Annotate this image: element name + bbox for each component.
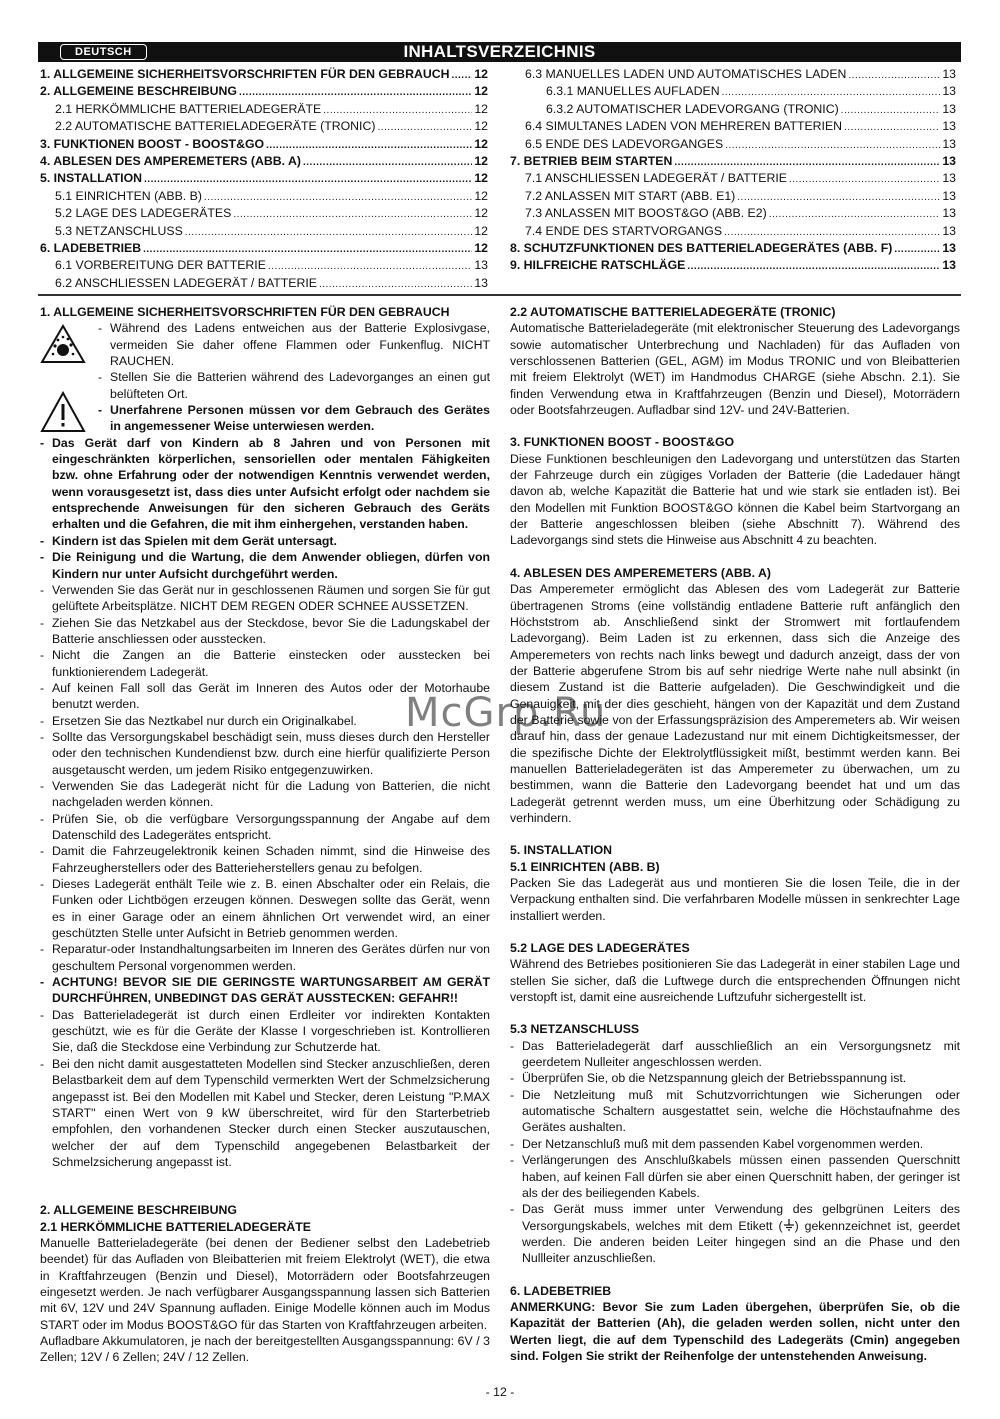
toc-dot-leader [724,223,940,241]
toc-dot-leader [143,240,472,258]
toc-entry-title: 7.3 ANLASSEN MIT BOOST&GO (ABB. E2) [525,206,767,221]
right-column [510,304,960,1364]
toc-dot-leader [844,118,940,136]
toc-entry [40,153,488,170]
toc-entry [510,223,956,240]
list-item: - Prüfen Sie, ob die verfügbare Versorgungsspannung der Angabe auf dem Datenschild des Ladegerätes entspricht. [40,811,490,844]
toc-entry-title: 5.3 NETZANSCHLUSS [55,223,183,238]
toc-entry-page: 13 [942,153,956,168]
page-title: INHALTSVERZEICHNIS [403,42,596,61]
toc-entry-page: 12 [474,223,488,238]
toc-dot-leader [894,240,940,258]
list-item: - Ziehen Sie das Netzkabel aus der Steckdose, bevor Sie die Ladungskabel der Batterie anschliessen oder ausstecken. [40,615,490,648]
toc-entry-page: 12 [474,84,488,99]
left-column [40,304,490,1366]
toc-entry [510,240,956,257]
toc-entry-page: 12 [474,101,488,116]
toc-entry [510,153,956,170]
toc-entry-title: 6.5 ENDE DES LADEVORGANGES [525,136,724,151]
toc-dot-leader [185,223,473,241]
toc-entry-title: 5.2 LAGE DES LADEGERÄTES [55,206,232,221]
section-4-text: Das Amperemeter ermöglicht das Ablesen des vom Ladegerät zur Batterie übertragenen Stroms (eine vollständig entladene Batterie ruft anfänglich den Höchststrom ab. Anschließend sinkt der Stromwert mit fortlaufendem Ladevorgang). Beim Laden ist zu erkennen, dass sich die Anzeige des Amperemeters von rechts nach links bewegt und dadurch anzeigt, dass der von der Batterie abgerufene Strom bis auf sehr niedrige Werte nahe null absinkt (in diesem Zustand ist die Batterie aufgeladen). Die Geschwindigkeit und die Genauigkeit, mit der dies geschieht, hängen von der Kapazität und dem Zustand der Batterie sowie von der Erfassungspräzision des Amperemeters ab. Wir weisen darauf hin, dass der genaue Ladezustand nur mit einem Dichtigkeitsmesser, der die spezifische Dichte der Elektrolytflüssigkeit mißt, bestimmt werden kann. Bei manuellen Batterieladegeräten ist das Amperemeter zu überwachen, um zu bestimmen, wann die Batterie den Ladevorgang beendet hat und um das Ladegerät getrennt werden muss, um eine Überhitzung oder Schädigung zu verhindern. [510,582,960,825]
list-item: - Verwenden Sie das Gerät nur in geschlossenen Räumen und sorgen Sie für gut gelüftete Arbeitsplätze. NICHT DEM REGEN ODER SCHNEE AUSSETZEN. [40,582,490,615]
toc-entry-page: 13 [942,84,956,99]
watermark: McGrp.Ru [405,690,607,736]
toc-entry [40,223,488,240]
section-2-1-heading: 2.1 HERKÖMMLICHE BATTERIELADEGERÄTE [40,1219,311,1234]
toc-dot-leader [737,188,940,206]
toc-entry-page: 12 [474,119,488,134]
toc-dot-leader [848,66,940,84]
toc-entry-title: 6.2 ANSCHLIESSEN LADEGERÄT / BATTERIE [55,275,317,290]
toc-dot-leader [319,275,472,293]
section-3-heading: 3. FUNKTIONEN BOOST - BOOST&GO [510,435,735,450]
toc-entry [40,275,488,292]
toc-dot-leader [674,153,940,171]
toc-entry [510,205,956,222]
list-item: - Kindern ist das Spielen mit dem Gerät untersagt. [40,533,490,549]
toc-entry [40,136,488,153]
toc-entry-page: 13 [942,188,956,203]
toc-entry-title: 8. SCHUTZFUNKTIONEN DES BATTERIELADEGERÄTES (ABB. F) [510,240,893,255]
toc-entry-page: 13 [474,258,488,273]
section-3-text: Diese Funktionen beschleunigen den Ladevorgang und unterstützen das Starten der Fahrzeuge durch ein zügiges Vorladen der Batterie (die Ladedauer hängt davon ab, welche Kapazität die Batterie hat und wie stark sie entladen ist). Bei den Modellen mit Funktion BOOST&GO können die Kabel beim Startvorgang an der Batterie angeschlossen bleiben (siehe Abschnitt 7). Während des Ladevorgangs sind stets die Hinweise aus Abschnitt 4 zu beachten. [510,451,960,548]
list-item: - Während des Ladens entweichen aus der Batterie Explosivgase, vermeiden Sie daher offene Flammen oder Funkenflug. NICHT RAUCHEN. [98,320,490,369]
list-item: - Reparatur-oder Instandhaltungsarbeiten im Inneren des Gerätes dürfen nur von geschultem Personal vorgenommen werden. [40,941,490,974]
list-item: - Das Batterieladegerät darf ausschließlich an ein Versorgungsnetz mit geerdetem Nulleiter angeschlossen werden. [510,1038,960,1071]
toc-right-column [510,66,956,275]
toc-entry-title: 9. HILFREICHE RATSCHLÄGE [510,258,686,273]
section-5-1-text: Packen Sie das Ladegerät aus und montieren Sie die losen Teile, die in der Verpackung enthalten sind. Die verfahrbaren Modelle müssen in senkrechter Lage installiert werden. [510,876,960,923]
toc-entry-title: 6.3.2 AUTOMATISCHER LADEVORGANG (TRONIC) [546,101,839,116]
page-number: - 12 - [485,1385,515,1399]
toc-entry [40,257,488,274]
list-item: - ACHTUNG! BEVOR SIE DIE GERINGSTE WARTUNGSARBEIT AM GERÄT DURCHFÜHREN, UNBEDINGT DAS GERÄT AUSSTECKEN: GEFAHR!! [40,974,490,1007]
toc-dot-leader [789,170,940,188]
toc-entry-page: 12 [474,67,488,81]
toc-entry-title: 6. LADEBETRIEB [40,240,142,255]
toc-dot-leader [722,83,941,101]
toc-dot-leader [769,205,941,223]
toc-dot-leader [266,136,472,154]
toc-entry [510,257,956,274]
toc-entry-page: 13 [474,275,488,290]
toc-entry-page: 13 [942,119,956,134]
toc-entry [510,83,956,100]
list-item: - Die Netzleitung muß mit Schutzvorrichtungen wie Sicherungen oder automatische Schaltern ausgestattet sein, welche die Höchstaufnahme des Gerätes aushalten. [510,1087,960,1136]
toc-left-column [40,66,488,292]
toc-entry-page: 13 [942,101,956,116]
toc-dot-leader [303,153,472,171]
toc-dot-leader [268,257,472,275]
toc-entry-page: 13 [942,223,956,238]
list-item: - Dieses Ladegerät enthält Teile wie z. B. einen Abschalter oder ein Relais, die Funken oder Lichtbögen erzeugen können. Deswegen sollte das Gerät, wenn es in einer Garage oder an einem ähnlichen Ort verwendet wird, an einer geschützten Stelle unter Aufsicht in Betrieb genommen werden. [40,876,490,941]
toc-entry-page: 12 [474,171,488,186]
toc-dot-leader [233,205,472,223]
toc-entry-title: 5. INSTALLATION [40,171,143,186]
toc-entry-page: 13 [942,171,956,186]
toc-entry [510,136,956,153]
toc-entry-page: 13 [942,136,956,151]
section-2-1-text-2: Aufladbare Akkumulatoren, je nach der bereitgestellten Ausgangsspannung: 6V / 3 Zellen; 12V / 6 Zellen; 24V / 12 Zellen. [40,1333,490,1365]
toc-dot-leader [323,101,472,119]
list-item: - Der Netzanschluß muß mit dem passenden Kabel vorgenommen werden. [510,1136,960,1152]
toc-dot-leader [725,136,940,154]
toc-entry [510,188,956,205]
toc-entry-page: 12 [474,206,488,221]
mains-connection-last [510,1201,960,1266]
section-2-2-text: Automatische Batterieladegeräte (mit elektronischer Steuerung des Ladevorgangs sowie automatischer Unterbrechung und Nachladen) für das Aufladen von verschlossenen Batterien (GEL, AGM) im Modus TRONIC und von Bleibatterien mit freiem Elektrolyt (WET) im Handmodus CHARGE (siehe Abschn. 2.1). Sie finden Verwendung etwa in Kraftfahrzeugen (Benzin und Diesel), Motorrädern oder Bootsfahrzeugen. Aufladbar sind 12V- und 24V-Batterien. [510,321,960,418]
toc-entry [40,240,488,257]
section-5-heading: 5. INSTALLATION [510,843,613,858]
toc-entry-title: 5.1 EINRICHTEN (ABB. B) [55,188,202,203]
header-bar [38,42,961,62]
toc-entry-title: 2. ALLGEMEINE BESCHREIBUNG [40,84,237,99]
toc-entry-page: 13 [942,206,956,221]
section-6-note: ANMERKUNG: Bevor Sie zum Laden übergehen, überprüfen Sie, ob die Kapazität der Batterien (Ah), die geladen werden sollen, nicht unter den Werten liegt, die auf dem Typenschild des Ladegeräts (Cmin) angegeben sind. Folgen Sie strikt der Reihenfolge der untenstehenden Anweisung. [510,1299,960,1363]
warning-list [98,320,490,434]
toc-dot-leader [687,257,940,275]
toc-entry-title: 7.1 ANSCHLIESSEN LADEGERÄT / BATTERIE [525,171,787,186]
toc-entry [40,83,488,100]
toc-entry-title: 4. ABLESEN DES AMPEREMETERS (ABB. A) [40,153,301,168]
toc-dot-leader [451,66,472,84]
section-1-heading: 1. ALLGEMEINE SICHERHEITSVORSCHRIFTEN FÜR DEN GEBRAUCH [40,305,450,319]
toc-entry-page: 12 [474,188,488,203]
warning-block [40,320,490,434]
list-item: - Damit die Fahrzeugelektronik keinen Schaden nimmt, sind die Hinweise des Fahrzeugherstellers oder des Batterieherstellers genau zu befolgen. [40,843,490,876]
warning-triangle-icon [40,391,86,433]
toc-entry [40,101,488,118]
list-item: - Verlängerungen des Anschlußkabels müssen einen passenden Querschnitt haben, auf keinen Fall dürfen sie aber einen Querschnitt haben, der geringer ist als der des beiliegenden Kabels. [510,1152,960,1201]
list-item: - Stellen Sie die Batterien während des Ladevorganges an einen gut belüfteten Ort. [98,369,490,402]
toc-entry-title: 7. BETRIEB BEIM STARTEN [510,153,673,168]
toc-entry [40,188,488,205]
toc-entry [510,101,956,118]
toc-dot-leader [841,101,941,119]
list-item: - Die Reinigung und die Wartung, die dem Anwender obliegen, dürfen von Kindern nur unter Aufsicht durchgeführt werden. [40,549,490,582]
explosion-hazard-icon [40,324,86,364]
toc-entry-title: 6.3.1 MANUELLES AUFLADEN [546,84,720,99]
list-item: - Unerfahrene Personen müssen vor dem Gebrauch des Gerätes in angemessener Weise unterwiesen werden. [98,402,490,435]
toc-entry-title: 3. FUNKTIONEN BOOST - BOOST&GO [40,136,265,151]
toc-dot-leader [144,170,472,188]
toc-entry [510,170,956,187]
section-5-2-heading: 5.2 LAGE DES LADEGERÄTES [510,941,690,956]
toc-entry-title: 6.3 MANUELLES LADEN UND AUTOMATISCHES LADEN [525,67,847,81]
toc-entry-page: 13 [942,240,956,255]
section-2-1-text: Manuelle Batterieladegeräte (bei denen der Bediener selbst den Ladebetrieb beendet) für das Aufladen von Bleibatterien mit freiem Elektrolyt (WET), die etwa in Kraftfahrzeugen (Benzin und Diesel), Motorrädern oder Bootsfahrzeugen eingesetzt werden. Je nach verfügbarer Ausgangsspannung lassen sich Batterien mit 6V, 12V und 24V Spannung aufladen. Einige Modelle können auch im Modus START oder im Modus BOOST&GO für das Starten von Kraftfahrzeugen arbeiten. [40,1235,490,1332]
toc-entry-page: 12 [474,240,488,255]
toc-entry-title: 7.2 ANLASSEN MIT START (ABB. E1) [525,188,736,203]
section-2-heading: 2. ALLGEMEINE BESCHREIBUNG [40,1203,237,1218]
toc-entry [40,66,488,83]
toc-entry-title: 2.2 AUTOMATISCHE BATTERIELADEGERÄTE (TRONIC) [55,119,376,134]
toc-entry-page: 12 [474,136,488,151]
list-item: - Sollte das Versorgungskabel beschädigt sein, muss dieses durch den Hersteller oder den technischen Kundendienst bzw. durch eine hierfür qualifizierte Person ausgetauscht werden, um jedem Risiko entgegenzuwirken. [40,729,490,778]
toc-entry-title: 6.4 SIMULTANES LADEN VON MEHREREN BATTERIEN [525,119,843,134]
toc-entry-page: 13 [942,258,956,273]
section-2-2-heading: 2.2 AUTOMATISCHE BATTERIELADEGERÄTE (TRONIC) [510,305,836,319]
toc-entry [40,205,488,222]
toc-entry [510,66,956,83]
toc-dot-leader [377,118,472,136]
toc-dot-leader [239,83,472,101]
list-item: - Auf keinen Fall soll das Gerät im Inneren des Autos oder der Motorhaube benutzt werden. [40,680,490,713]
list-item: - Nicht die Zangen an die Batterie einstecken oder ausstecken bei funktionierendem Ladegerät. [40,647,490,680]
toc-entry-title: 6.1 VORBEREITUNG DER BATTERIE [55,258,266,273]
mains-connection-list [510,1038,960,1201]
toc-entry [40,118,488,135]
toc-entry-title: 7.4 ENDE DES STARTVORGANGS [525,223,723,238]
section-5-3-heading: 5.3 NETZANSCHLUSS [510,1022,640,1037]
language-label: DEUTSCH [60,44,147,60]
list-item: - Bei den nicht damit ausgestatteten Modellen sind Stecker anzuschließen, deren Belastbarkeit dem auf dem Typenschild vermerkten Wert der Schmelzsicherung angepasst ist. Bei den Modellen mit Kabel und Stecker, deren Leistung "P.MAX START" einen Wert von 9 kW überschreitet, wird für den Starterbetrieb empfohlen, den vorhandenen Stecker durch einen Stecker auszutauschen, welcher der auf dem Typenschild angegebenen Belastbarkeit der Schmelzsicherung angepasst ist. [40,1056,490,1170]
divider [38,294,961,296]
toc-entry [510,118,956,135]
section-6-heading: 6. LADEBETRIEB [510,1283,612,1298]
section-5-1-heading: 5.1 EINRICHTEN (ABB. B) [510,859,660,874]
warning-icons [40,324,90,437]
list-item: - Das Gerät muss immer unter Verwendung des gelbgrünen Leiters des Versorgungskabels, welches mit dem Etikett ( ) gekennzeichnet ist, geerdet werden. Die anderen beiden Leiter hingegen sind an die Phase und den Nullleiter anzuschließen. [510,1201,960,1266]
list-item: - Überprüfen Sie, ob die Netzspannung gleich der Betriebsspannung ist. [510,1070,960,1086]
toc-entry-page: 12 [474,153,488,168]
list-item: - Das Batterieladegerät ist durch einen Erdleiter vor indirekten Kontakten geschützt, wie es für die Geräte der Klasse I vorgeschrieben ist. Kontrollieren Sie, daß die Steckdose eine Verbindung zur Schutzerde hat. [40,1007,490,1056]
toc-entry-page: 13 [942,67,956,81]
list-item: - Ersetzen Sie das Neztkabel nur durch ein Originalkabel. [40,713,490,729]
toc-entry [40,170,488,187]
toc-dot-leader [204,188,472,206]
safety-list [40,435,490,1170]
section-4-heading: 4. ABLESEN DES AMPEREMETERS (ABB. A) [510,565,771,580]
section-5-2-text: Während des Betriebes positionieren Sie das Ladegerät in einer stabilen Lage und stellen Sie sicher, daß die Luftwege durch die entsprechenden Öffnungen nicht verstopft ist, damit eine ausreichende Luftzufuhr sichergestellt ist. [510,957,960,1005]
earth-ground-icon [783,1219,795,1231]
toc-entry-title: 1. ALLGEMEINE SICHERHEITSVORSCHRIFTEN FÜR DEN GEBRAUCH [40,67,450,81]
list-item: - Das Gerät darf von Kindern ab 8 Jahren und von Personen mit eingeschränkten körperlichen, sensoriellen oder mentalen Fähigkeiten bzw. ohne Erfahrung oder der notwendigen Kenntnis verwendet werden, wenn vorausgesetzt ist, dass dies unter Aufsicht erfolgt oder nachdem sie entsprechende Anweisungen für den sicheren Gebrauch des Geräts erhalten und die Gefahren, die mit ihm einhergehen, verstanden haben. [40,435,490,533]
list-item: - Verwenden Sie das Ladegerät nicht für die Ladung von Batterien, die nicht nachgeladen werden können. [40,778,490,811]
toc-entry-title: 2.1 HERKÖMMLICHE BATTERIELADEGERÄTE [55,101,322,116]
